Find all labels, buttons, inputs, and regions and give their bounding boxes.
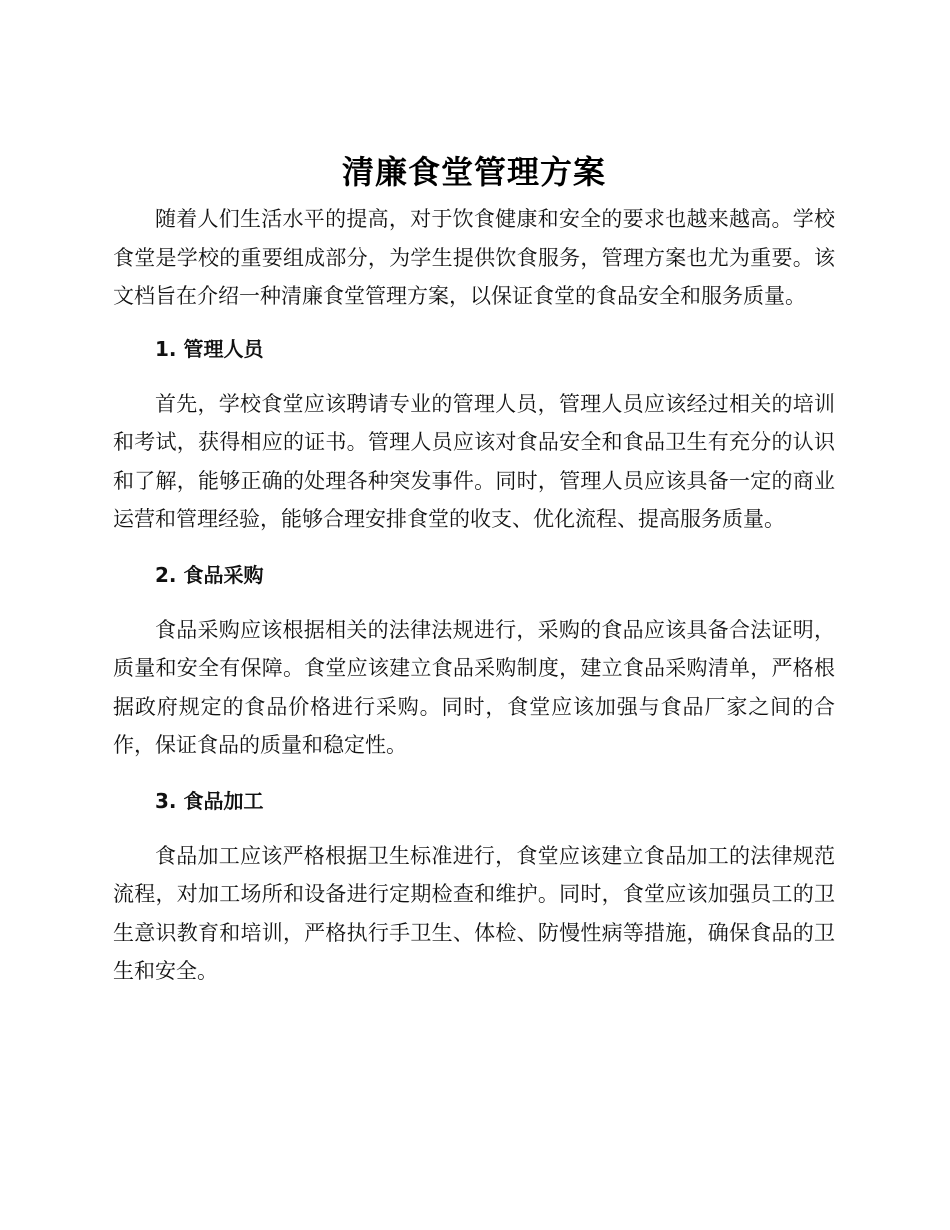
document-page: [113, 150, 835, 991]
page-title: 清廉食堂管理方案: [341, 153, 606, 191]
intro-paragraph: 随着人们生活水平的提高，对于饮食健康和安全的要求也越来越高。学校食堂是学校的重要组成部分，为学生提供饮食服务，管理方案也尤为重要。该文档旨在介绍一种清廉食堂管理方案，以保证食堂的食品安全和服务质量。: [113, 207, 835, 308]
section-heading-food-procurement: 2. 食品采购: [155, 562, 264, 587]
section-body-management-staff: 首先，学校食堂应该聘请专业的管理人员，管理人员应该经过相关的培训和考试，获得相应的证书。管理人员应该对食品安全和食品卫生有充分的认识和了解，能够正确的处理各种突发事件。同时，管理人员应该具备一定的商业运营和管理经验，能够合理安排食堂的收支、优化流程、提高服务质量。: [113, 391, 835, 531]
section-body-food-processing: 食品加工应该严格根据卫生标准进行，食堂应该建立食品加工的法律规范流程，对加工场所和设备进行定期检查和维护。同时，食堂应该加强员工的卫生意识教育和培训，严格执行手卫生、体检、防慢性病等措施，确保食品的卫生和安全。: [113, 843, 835, 983]
section-body-food-procurement: 食品采购应该根据相关的法律法规进行，采购的食品应该具备合法证明，质量和安全有保障。食堂应该建立食品采购制度，建立食品采购清单，严格根据政府规定的食品价格进行采购。同时，食堂应该加强与食品厂家之间的合作，保证食品的质量和稳定性。: [113, 617, 835, 757]
section-heading-food-processing: 3. 食品加工: [155, 788, 264, 813]
section-heading-management-staff: 1. 管理人员: [155, 336, 264, 361]
